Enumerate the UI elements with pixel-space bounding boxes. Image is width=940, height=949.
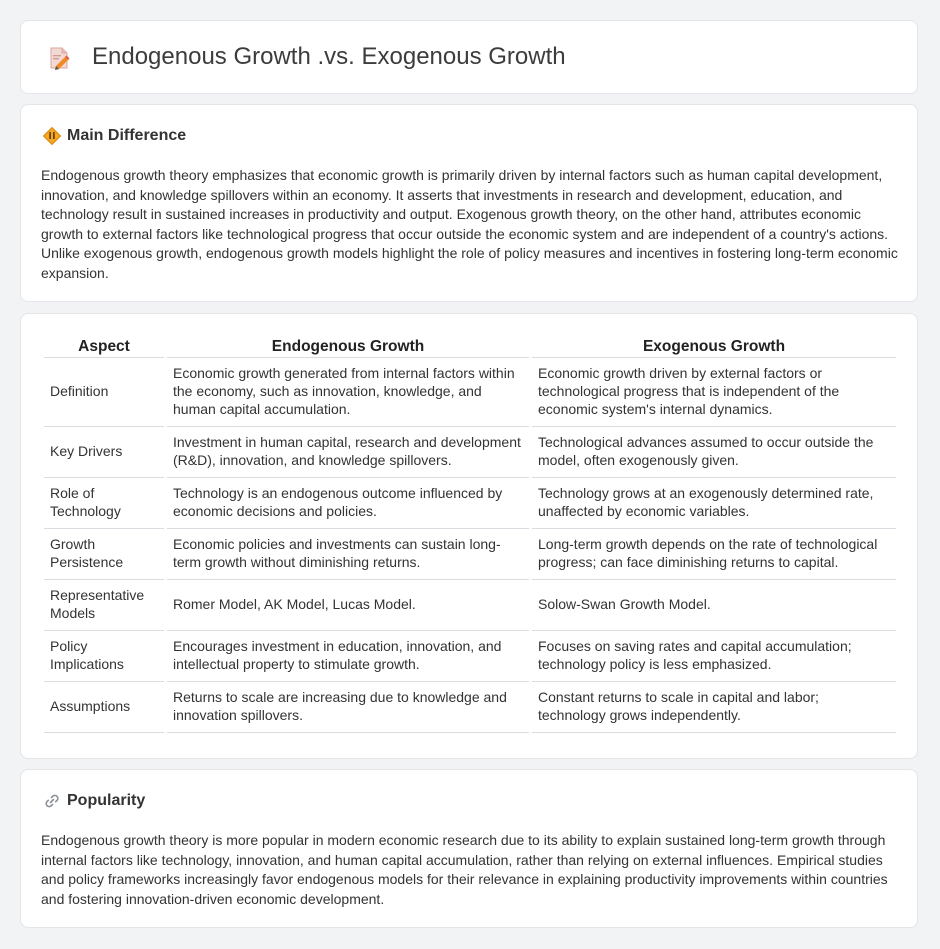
page-title: Endogenous Growth .vs. Exogenous Growth	[92, 43, 566, 70]
cell-exogenous: Focuses on saving rates and capital accumulation; technology policy is less emphasized.	[532, 631, 896, 682]
comparison-table	[41, 334, 899, 733]
main-difference-section	[20, 104, 918, 302]
table-row	[44, 358, 896, 427]
cell-exogenous: Solow-Swan Growth Model.	[532, 580, 896, 631]
main-difference-header	[43, 127, 186, 145]
comparison-section	[20, 313, 918, 759]
table-row	[44, 580, 896, 631]
table-row	[44, 478, 896, 529]
cell-endogenous: Romer Model, AK Model, Lucas Model.	[167, 580, 529, 631]
cell-exogenous: Economic growth driven by external factors or technological progress that is independent of the economic system's internal dynamics.	[532, 358, 896, 427]
cell-aspect: Policy Implications	[44, 631, 164, 682]
cell-aspect: Representative Models	[44, 580, 164, 631]
link-icon	[43, 792, 61, 810]
table-row	[44, 529, 896, 580]
cell-endogenous: Encourages investment in education, innovation, and intellectual property to stimulate growth.	[167, 631, 529, 682]
cell-exogenous: Technological advances assumed to occur outside the model, often exogenously given.	[532, 427, 896, 478]
table-row	[44, 631, 896, 682]
header-exogenous: Exogenous Growth	[532, 334, 896, 358]
cell-exogenous: Long-term growth depends on the rate of technological progress; can face diminishing returns to capital.	[532, 529, 896, 580]
cell-aspect: Definition	[44, 358, 164, 427]
title-card	[20, 20, 918, 94]
document-pencil-icon	[47, 46, 71, 70]
table-header-row	[44, 334, 896, 358]
cell-endogenous: Technology is an endogenous outcome influenced by economic decisions and policies.	[167, 478, 529, 529]
cell-exogenous: Constant returns to scale in capital and labor; technology grows independently.	[532, 682, 896, 733]
popularity-header	[43, 792, 145, 810]
cell-endogenous: Economic policies and investments can sustain long-term growth without diminishing returns.	[167, 529, 529, 580]
cell-aspect: Role of Technology	[44, 478, 164, 529]
table-row	[44, 682, 896, 733]
header-aspect: Aspect	[44, 334, 164, 358]
header-endogenous: Endogenous Growth	[167, 334, 529, 358]
diamond-sign-icon	[43, 127, 61, 145]
cell-endogenous: Economic growth generated from internal factors within the economy, such as innovation, knowledge, and human capital accumulation.	[167, 358, 529, 427]
cell-aspect: Key Drivers	[44, 427, 164, 478]
cell-aspect: Growth Persistence	[44, 529, 164, 580]
cell-aspect: Assumptions	[44, 682, 164, 733]
popularity-section	[20, 769, 918, 928]
main-difference-text: Endogenous growth theory emphasizes that economic growth is primarily driven by internal factors such as human capital development, innovation, and knowledge spillovers within an economy. It asserts that investments in research and development, education, and technology result in sustained increases in productivity and output. Exogenous growth theory, on the other hand, attributes economic growth to external factors like technological progress that occur outside the economic system and are independent of a country's actions. Unlike exogenous growth, endogenous growth models highlight the role of policy measures and incentives in fostering long-term economic expansion.	[41, 167, 898, 281]
popularity-heading: Popularity	[67, 792, 146, 809]
main-difference-heading: Main Difference	[67, 127, 187, 144]
cell-endogenous: Investment in human capital, research and development (R&D), innovation, and knowledge spillovers.	[167, 427, 529, 478]
popularity-text: Endogenous growth theory is more popular in modern economic research due to its ability to explain sustained long-term growth through internal factors like technology, innovation, and human capital accumulation, rather than relying on external influences. Empirical studies and policy frameworks increasingly favor endogenous models for their relevance in explaining productivity improvements within countries and fostering innovation-driven economic development.	[41, 832, 888, 907]
cell-endogenous: Returns to scale are increasing due to knowledge and innovation spillovers.	[167, 682, 529, 733]
cell-exogenous: Technology grows at an exogenously determined rate, unaffected by economic variables.	[532, 478, 896, 529]
table-row	[44, 427, 896, 478]
